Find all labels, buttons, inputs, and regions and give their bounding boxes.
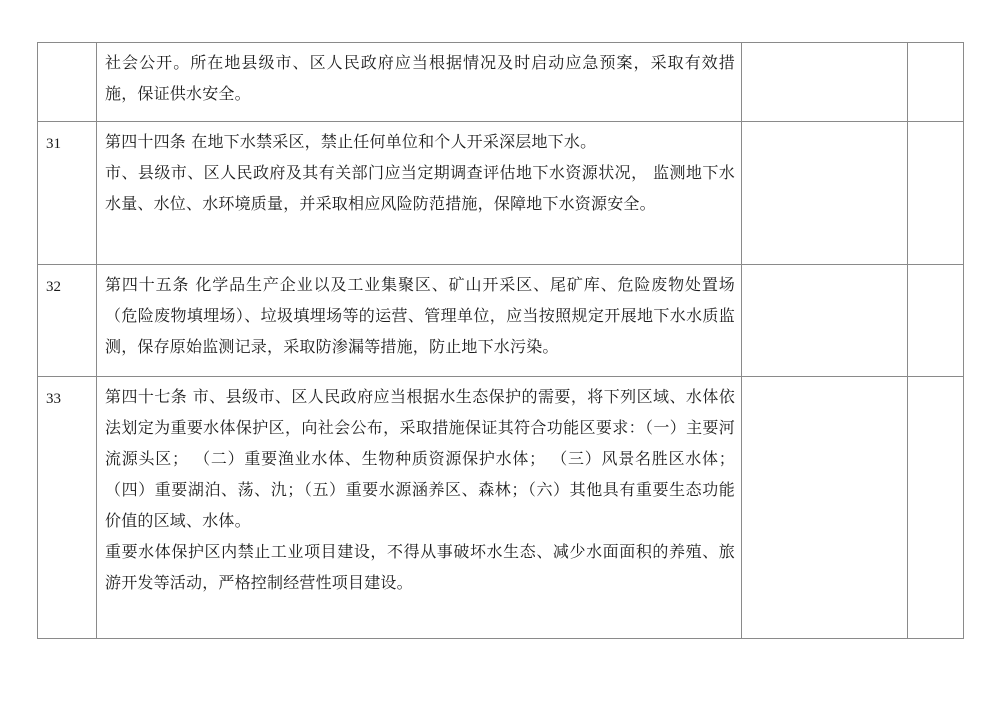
- article-paragraph: 重要水体保护区内禁止工业项目建设，不得从事破坏水生态、减少水面面积的养殖、旅游开发等活动，严格控制经营性项目建设。: [105, 542, 735, 592]
- article-paragraph: 第四十七条 市、县级市、区人民政府应当根据水生态保护的需要，将下列区域、水体依法划定为重要水体保护区，向社会公布，采取措施保证其符合功能区要求：（一）主要河流源头区； （二）重要渔业水体、生物种质资源保护水体； （三）风景名胜区水体；（四）重要湖泊、荡、氿；（五）重要水源涵养区、森林；（六）其他具有重要生态功能价值的区域、水体。: [105, 387, 735, 530]
- empty-cell: [742, 265, 908, 377]
- article-paragraph: 市、县级市、区人民政府及其有关部门应当定期调查评估地下水资源状况， 监测地下水水量、水位、水环境质量，并采取相应风险防范措施，保障地下水资源安全。: [105, 163, 735, 213]
- article-text-cell: [97, 377, 742, 639]
- empty-cell: [908, 122, 964, 265]
- regulation-table: [37, 42, 964, 639]
- article-text-cell: [97, 265, 742, 377]
- row-number: 31: [38, 122, 97, 265]
- article-text-cell: [97, 43, 742, 122]
- empty-cell: [742, 43, 908, 122]
- article-paragraph: 第四十五条 化学品生产企业以及工业集聚区、矿山开采区、尾矿库、危险废物处置场（危险废物填埋场）、垃圾填埋场等的运营、管理单位，应当按照规定开展地下水水质监测，保存原始监测记录，采取防渗漏等措施，防止地下水污染。: [105, 275, 735, 356]
- empty-cell: [742, 377, 908, 639]
- article-heading-paragraph: 第四十四条 在地下水禁采区，禁止任何单位和个人开采深层地下水。: [105, 132, 597, 151]
- row-number: [38, 43, 97, 122]
- empty-cell: [908, 43, 964, 122]
- empty-cell: [908, 265, 964, 377]
- article-text-cell: [97, 122, 742, 265]
- row-number: 32: [38, 265, 97, 377]
- article-paragraph: 社会公开。所在地县级市、区人民政府应当根据情况及时启动应急预案，采取有效措施，保证供水安全。: [105, 53, 735, 103]
- empty-cell: [742, 122, 908, 265]
- table-row: [38, 43, 964, 122]
- table-row: [38, 377, 964, 639]
- table-row: [38, 122, 964, 265]
- table-row: [38, 265, 964, 377]
- empty-cell: [908, 377, 964, 639]
- row-number: 33: [38, 377, 97, 639]
